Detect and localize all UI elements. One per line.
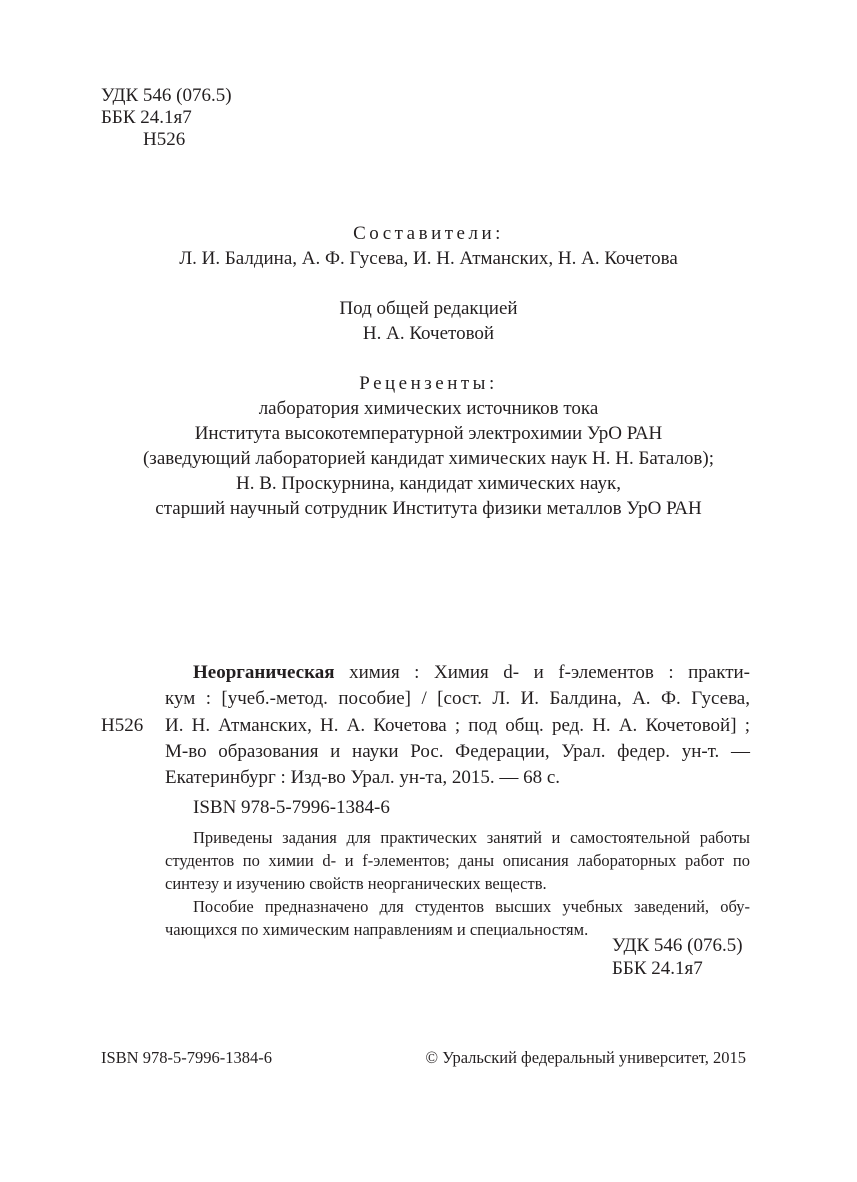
- annotation-udk: УДК 546 (076.5): [612, 935, 743, 956]
- bib-isbn: ISBN 978-5-7996-1384-6: [193, 797, 390, 818]
- bib-line: [193, 662, 750, 684]
- editor-name: Н. А. Кочетовой: [362, 323, 495, 344]
- bib-line: кум : [учеб.-метод. пособие] / [сост. Л. И. Балдина, А. Ф. Гусева,: [165, 688, 750, 709]
- reviewers-heading: Рецензенты:: [359, 373, 498, 394]
- annotation-line: чающихся по химическим направлениям и специальностям.: [165, 920, 589, 939]
- bib-line: Екатеринбург : Изд-во Урал. ун-та, 2015. — 68 с.: [165, 767, 561, 788]
- editor-heading: Под общей редакцией: [339, 298, 518, 319]
- reviewer-line: (заведующий лабораторией кандидат химических наук Н. Н. Баталов);: [142, 448, 715, 469]
- annotation-line: Приведены задания для практических занятий и самостоятельной работы: [193, 828, 750, 847]
- compilers-names: Л. И. Балдина, А. Ф. Гусева, И. Н. Атманских, Н. А. Кочетова: [179, 248, 678, 269]
- reviewer-line: Института высокотемпературной электрохимии УрО РАН: [194, 423, 663, 444]
- footer-copyright: © Уральский федеральный университет, 2015: [425, 1048, 746, 1067]
- annotation-bbk: ББК 24.1я7: [612, 958, 703, 979]
- bbk-code: ББК 24.1я7: [101, 107, 192, 128]
- annotation-line: синтезу и изучению свойств неорганических веществ.: [165, 874, 547, 893]
- bib-line-rest: химия : Химия d- и f-элементов : практи-: [349, 662, 750, 683]
- footer-isbn: ISBN 978-5-7996-1384-6: [101, 1048, 272, 1067]
- bib-line: И. Н. Атманских, Н. А. Кочетова ; под общ. ред. Н. А. Кочетовой] ;: [165, 715, 750, 736]
- bib-line: М-во образования и науки Рос. Федерации, Урал. федер. ун-т. —: [165, 741, 750, 762]
- annotation-line: Пособие предназначено для студентов высших учебных заведений, обу-: [193, 897, 750, 916]
- author-mark: Н526: [143, 129, 186, 150]
- reviewer-line: лаборатория химических источников тока: [258, 398, 599, 419]
- bib-author-mark: Н526: [101, 715, 144, 736]
- reviewer-line: Н. В. Проскурнина, кандидат химических наук,: [236, 473, 621, 494]
- compilers-heading: Составители:: [353, 223, 504, 244]
- udk-code: УДК 546 (076.5): [101, 85, 232, 106]
- annotation-line: студентов по химии d- и f-элементов; даны описания лабораторных работ по: [165, 851, 750, 870]
- reviewer-line: старший научный сотрудник Института физики металлов УрО РАН: [155, 498, 702, 519]
- bib-title-bold: Неорганическая: [193, 662, 335, 683]
